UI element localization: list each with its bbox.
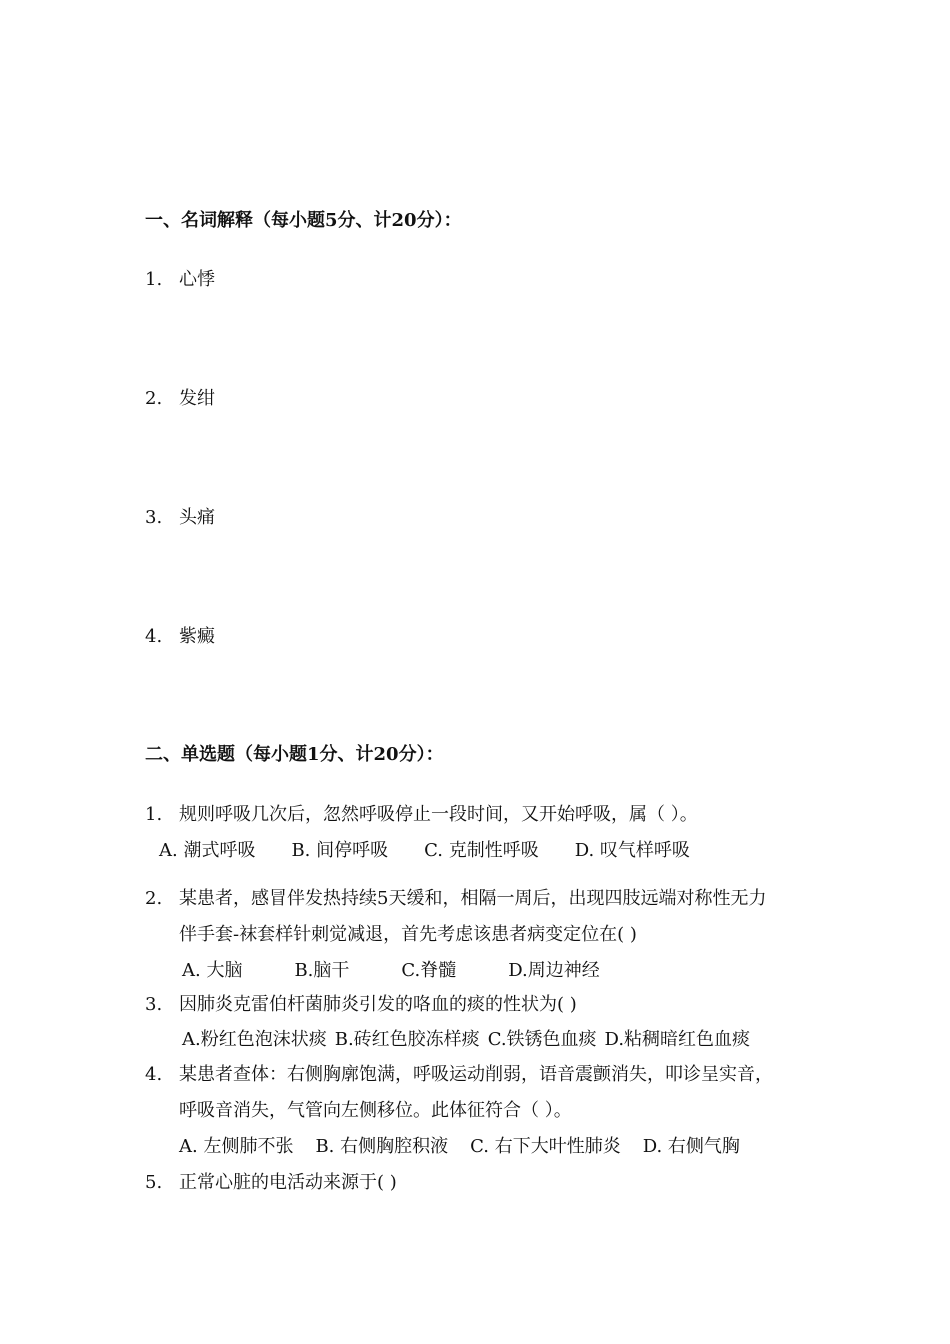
term-item	[145, 625, 215, 649]
option-b: B.脑干	[294, 960, 350, 981]
term-number: 1.	[145, 269, 163, 290]
option-c: C.铁锈色血痰	[487, 1029, 597, 1050]
term-text: 紫癜	[179, 626, 215, 647]
question-options	[179, 1135, 740, 1159]
question-stem	[145, 1063, 773, 1087]
option-a: A.粉红色泡沫状痰	[182, 1029, 327, 1050]
question-text: 规则呼吸几次后，忽然呼吸停止一段时间，又开始呼吸，属（ ）。	[179, 804, 698, 825]
question-number: 1.	[145, 804, 163, 825]
question-text-continued: 呼吸音消失，气管向左侧移位。此体征符合（ ）。	[179, 1100, 572, 1121]
question-text: 因肺炎克雷伯杆菌肺炎引发的咯血的痰的性状为( )	[179, 994, 577, 1015]
question-text: 某患者查体：右侧胸廓饱满，呼吸运动削弱，语音震颤消失，叩诊呈实音，	[179, 1064, 773, 1085]
option-b: B. 右侧胸腔积液	[315, 1136, 449, 1157]
option-d: D.粘稠暗红色血痰	[604, 1029, 751, 1050]
question-options	[182, 959, 600, 983]
question-text: 某患者，感冒伴发热持续5天缓和，相隔一周后，出现四肢远端对称性无力	[179, 888, 767, 909]
question-number: 2.	[145, 888, 163, 909]
term-number: 4.	[145, 626, 163, 647]
question-stem	[145, 993, 577, 1017]
option-a: A. 潮式呼吸	[159, 840, 256, 861]
section1-heading: 一、名词解释（每小题5分、计20分）：	[145, 210, 462, 231]
option-a: A. 大脑	[182, 960, 243, 981]
option-d: D. 右侧气胸	[642, 1136, 740, 1157]
question-number: 5.	[145, 1172, 163, 1193]
question-options	[182, 1028, 750, 1052]
question-stem	[145, 1171, 397, 1195]
option-c: C. 克制性呼吸	[424, 840, 539, 861]
section2-heading: 二、单选题（每小题1分、计20分）：	[145, 744, 444, 765]
term-number: 3.	[145, 507, 163, 528]
question-stem	[145, 803, 698, 827]
term-text: 心悸	[179, 269, 215, 290]
option-a: A. 左侧肺不张	[179, 1136, 294, 1157]
question-text: 正常心脏的电活动来源于( )	[179, 1172, 397, 1193]
option-c: C. 右下大叶性肺炎	[470, 1136, 621, 1157]
question-text-continued: 伴手套-袜套样针刺觉减退，首先考虑该患者病变定位在( )	[179, 924, 637, 945]
term-text: 头痛	[179, 507, 215, 528]
term-item	[145, 268, 215, 292]
option-b: B. 间停呼吸	[291, 840, 389, 861]
question-options	[159, 839, 690, 863]
question-number: 3.	[145, 994, 163, 1015]
question-stem	[145, 887, 766, 911]
term-text: 发绀	[179, 388, 215, 409]
question-number: 4.	[145, 1064, 163, 1085]
option-d: D.周边神经	[508, 960, 600, 981]
term-item	[145, 506, 215, 530]
term-number: 2.	[145, 388, 163, 409]
term-item	[145, 387, 215, 411]
option-b: B.砖红色胶冻样痰	[334, 1029, 480, 1050]
option-d: D. 叹气样呼吸	[574, 840, 690, 861]
option-c: C.脊髓	[401, 960, 457, 981]
